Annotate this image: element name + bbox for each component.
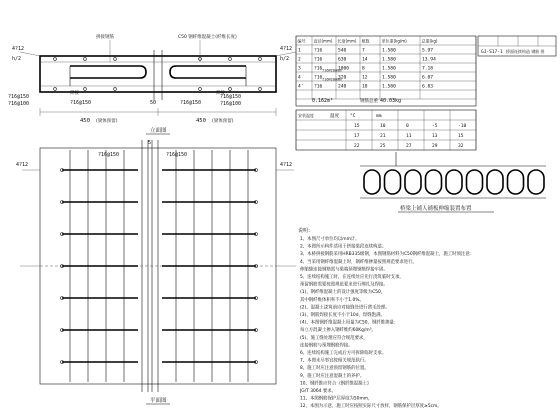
plan-right-mark: 4?12: [280, 162, 293, 168]
note-line: (4)、本图钢纤维混凝土用量为C50，钢纤维掺量：: [300, 320, 399, 326]
note-line: 4、当采用钢纤维混凝土时，钢纤维掺量按照规范要求进行。: [300, 259, 417, 265]
elevation-title: 立面图: [150, 128, 167, 134]
temp-cell: 25: [380, 144, 386, 149]
table-cell: 12: [362, 75, 368, 81]
temp-cell: mm: [376, 114, 382, 119]
table-cell: 6.07: [422, 75, 434, 81]
right-label-5: ?16@150: [180, 100, 202, 106]
weld-label-left: 焊接: [70, 91, 79, 96]
note-line: 伸缩缝连接钢筋需与梁端预埋钢筋焊接牢固。: [300, 267, 388, 273]
note-line: 6、连续结构施工完成后方可拆除临时支承。: [300, 351, 387, 356]
table-header-cell: 单位重(kg/m): [381, 38, 407, 44]
table-cell: 2: [298, 57, 301, 63]
hollow-slab-cells: [364, 170, 544, 194]
table-cell: ?16: [314, 84, 323, 90]
temp-table-grid: [296, 110, 476, 150]
table-cell: 1000: [338, 66, 350, 72]
table-cell: 630: [338, 57, 347, 63]
hollow-cell: [405, 170, 421, 194]
note-line: 9、施工时应注意混凝土的养护。: [300, 373, 365, 379]
weld-label-right: 焊接: [216, 91, 225, 96]
table-cell: ?16: [314, 75, 323, 81]
note-line: 每立方混凝土掺入钢纤维约60Kg/m³。: [300, 328, 376, 334]
plan-title: 平面图: [150, 398, 167, 404]
table-cell: 5.97: [422, 48, 434, 54]
notes-list: [299, 235, 474, 409]
table-summary-value: 40.03kg: [380, 98, 402, 104]
note-line: 5、连续结构施工时，在连续处应先行浇筑临时支承，: [300, 275, 404, 280]
rebar-loop-right: [170, 66, 246, 78]
table-cell: 1.580: [382, 75, 396, 81]
table-cell: ?16: [314, 48, 323, 54]
temp-cell: 温度: [330, 114, 340, 119]
hollow-cell: [467, 170, 483, 194]
note-line: 7、本图未尽事宜按相关规范执行。: [300, 358, 369, 364]
dim-left: 450: [80, 118, 90, 124]
table-note: ?16@200mm: [322, 77, 342, 82]
table-cell: 18: [362, 84, 368, 90]
left-label-2: h/2: [12, 56, 22, 62]
note-line: 2、本图所示构件适用于拼接梁段连续构造。: [300, 244, 387, 250]
temp-row-label: 安装温度: [298, 113, 314, 118]
table-cell: 7.18: [422, 66, 434, 72]
title-block-code: GJ-S17-1: [481, 50, 503, 55]
note-line: 12、本图为示意，施工时应按照实际尺寸放样，钢筋保护层厚度≥5cm。: [300, 404, 442, 410]
table-cell: 4: [298, 75, 301, 81]
table-cells: [298, 38, 438, 90]
temp-cell: 29: [432, 144, 438, 149]
rebar-loop-left: [70, 66, 146, 78]
note-line: (3)、钢筋焊接长度不小于10d，焊缝饱满。: [300, 313, 385, 318]
rebar-grid: [61, 150, 258, 382]
note-line: (5)、施工缝处理应符合规范要求，: [300, 335, 368, 341]
notes-heading: 说明：: [298, 228, 314, 234]
table-cell: 540: [338, 48, 347, 54]
table-cell: 1.580: [382, 66, 396, 72]
plan-view: [16, 140, 296, 404]
note-line: (2)、混凝土浇筑前应对接缝处进行凿毛处理。: [300, 305, 390, 311]
note-line: JG/T 3064 要求。: [300, 389, 336, 394]
temp-cell: 17: [354, 134, 360, 139]
temp-cell: 0: [406, 124, 409, 129]
hollow-cell: [426, 170, 442, 194]
hollow-cell: [385, 170, 401, 194]
hollow-cell: [487, 170, 503, 194]
hollow-cell: [364, 170, 380, 194]
note-line: 1、本图尺寸单位均以mm计。: [300, 237, 360, 242]
title-block-text: 桥面连续构造 钢筋 图: [506, 49, 545, 54]
left-label-5: ?16@150: [70, 100, 92, 106]
temp-cell: -10: [458, 124, 467, 129]
note-line: 3、本桥拼接钢筋采用HRB335级钢，本图钢筋材料为C50钢纤维混凝土，施工时须注意：: [300, 252, 475, 258]
temp-cell: 21: [380, 134, 386, 139]
table-cell: 7: [362, 48, 365, 54]
hollow-cell: [528, 170, 544, 194]
temp-cell: 27: [406, 144, 412, 149]
left-label-1: 4?12: [12, 46, 25, 52]
slab-outline: [40, 56, 276, 92]
bar-schedule-table: [296, 36, 476, 106]
temp-cell: °C: [350, 114, 356, 119]
plan-top-label-1: ?16@150: [98, 152, 120, 158]
note-line: 连接钢筋与预埋钢筋焊接。: [300, 343, 353, 349]
notes: [298, 227, 474, 409]
table-cell: ?16: [314, 57, 323, 63]
table-header-cell: 长度(mm): [337, 38, 357, 44]
dim-left-note: (梁体预留): [96, 119, 118, 124]
note-line: 11、本图钢筋保护层厚度为50mm，: [300, 396, 373, 402]
hollow-cell: [508, 170, 524, 194]
cross-section: [360, 152, 546, 212]
note-line: 8、施工时应注意预留钢筋的位置。: [300, 366, 369, 372]
temp-cell: 15: [354, 124, 360, 129]
temp-cell: 22: [354, 144, 360, 149]
dim-right: 450: [196, 118, 206, 124]
note-line: 10、钢纤维应符合《钢纤维混凝土》: [300, 381, 372, 387]
table-cell: 4': [298, 84, 304, 90]
left-label-3: ?16@150: [8, 94, 30, 100]
right-label-4: ?16@100: [220, 101, 242, 107]
temp-cell: 32: [458, 144, 464, 149]
table-cell: 13.94: [422, 57, 436, 63]
table-header-cell: 直径(mm): [313, 38, 333, 44]
table-cell: 1.580: [382, 84, 396, 90]
temp-cell: 11: [406, 134, 412, 139]
table-header-cell: 根数: [361, 38, 370, 44]
table-cell: 320: [338, 75, 347, 81]
right-label-1: 4?12: [280, 46, 293, 52]
hollow-cell: [446, 170, 462, 194]
table-cell: 8: [362, 66, 365, 72]
table-cell: 1: [298, 48, 301, 54]
plan-left-mark: 4?12: [16, 162, 29, 168]
table-summary-left: 0.162m³: [312, 98, 334, 104]
temp-cell: -5: [432, 124, 438, 129]
plan-top-label-2: ?16@150: [166, 152, 188, 158]
table-cell: 6.83: [422, 84, 434, 90]
callout-left: 拼接钢筋: [96, 35, 114, 40]
table-cell: 1.580: [382, 48, 396, 54]
left-label-4: ?16@100: [8, 101, 30, 107]
table-cell: 14: [362, 57, 368, 63]
note-line: 其中钢纤维体积率不小于1.0%。: [300, 297, 364, 303]
callout-right: C50 钢纤维混凝土(纤维长度): [178, 35, 237, 40]
right-label-3: ?16@150: [220, 94, 242, 100]
joint-width: 50: [150, 100, 157, 106]
cross-section-title: 桥梁上铺人铺板伸缩装置布置: [400, 206, 472, 212]
title-block: [478, 36, 556, 56]
temp-table-cells: [298, 112, 467, 149]
temp-cell: 15: [458, 134, 464, 139]
right-label-2: h/2: [280, 56, 290, 62]
temp-cell: 10: [380, 124, 386, 129]
temp-cell: 13: [432, 134, 438, 139]
table-cell: ?16: [314, 66, 323, 72]
temperature-table: [296, 110, 476, 150]
table-note: ?16@200mm: [322, 68, 342, 73]
table-header-cell: 总重(kg): [421, 38, 438, 44]
table-cell: 3: [298, 66, 301, 72]
plan-center-mark: 5: [148, 140, 152, 146]
note-line: (1)、钢纤维混凝土的设计强度等级为C50，: [300, 290, 386, 296]
table-summary-label: 钢筋总重: [360, 99, 378, 104]
dim-right-note: (梁体预留): [212, 119, 234, 124]
table-cell: 240: [338, 84, 347, 90]
table-header-cell: 编号: [297, 38, 306, 44]
note-line: 预留钢筋需要按照规范要求进行绑扎及焊接。: [300, 282, 388, 288]
elevation-view: [8, 33, 296, 134]
rebar-dots-top: [54, 58, 262, 91]
table-cell: 1.580: [382, 57, 396, 63]
